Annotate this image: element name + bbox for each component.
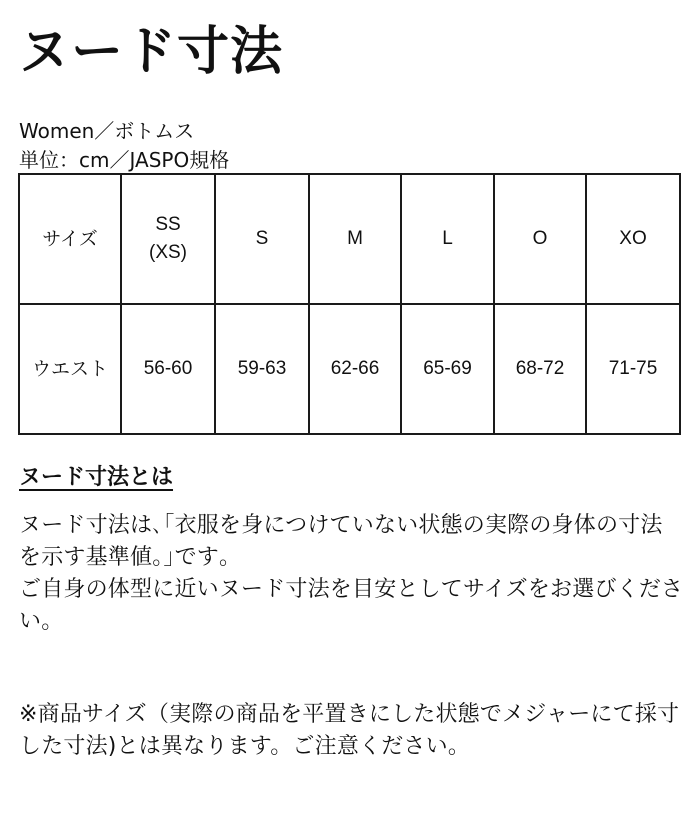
size-cell: L [401, 174, 494, 304]
size-row [19, 174, 680, 304]
disclaimer-note: ※商品サイズ（実際の商品を平置きにした状態でメジャーにて採寸した寸法)とは異なります。ご注意ください。 [19, 702, 680, 759]
waist-cell: 68-72 [494, 304, 586, 434]
waist-cell: 56-60 [121, 304, 215, 434]
waist-cell: 71-75 [586, 304, 680, 434]
waist-row [19, 304, 680, 434]
size-cell: M [309, 174, 401, 304]
size-table [18, 173, 681, 435]
size-cell: SS (XS) [121, 174, 215, 304]
size-header-cell: サイズ [19, 174, 121, 304]
unit-label: 単位：cm／JASPO規格 [19, 148, 230, 172]
explanation-paragraph: ヌード寸法は､｢衣服を身につけていない状態の実際の身体の寸法を示す基準値｡｣です｡ [19, 513, 663, 570]
waist-cell: 62-66 [309, 304, 401, 434]
category-label: Women／ボトムス [19, 119, 195, 143]
section-heading: ヌード寸法とは [19, 465, 174, 490]
size-cell: S [215, 174, 309, 304]
size-cell: XO [586, 174, 680, 304]
nude-size-explanation [19, 462, 684, 638]
waist-header-cell: ウエスト [19, 304, 121, 434]
size-cell: O [494, 174, 586, 304]
size-chart-meta [19, 117, 229, 175]
waist-cell: 65-69 [401, 304, 494, 434]
guidance-paragraph: ご自身の体型に近いヌード寸法を目安としてサイズをお選びください｡ [19, 577, 684, 634]
page-title: ヌード寸法 [18, 22, 284, 82]
waist-cell: 59-63 [215, 304, 309, 434]
